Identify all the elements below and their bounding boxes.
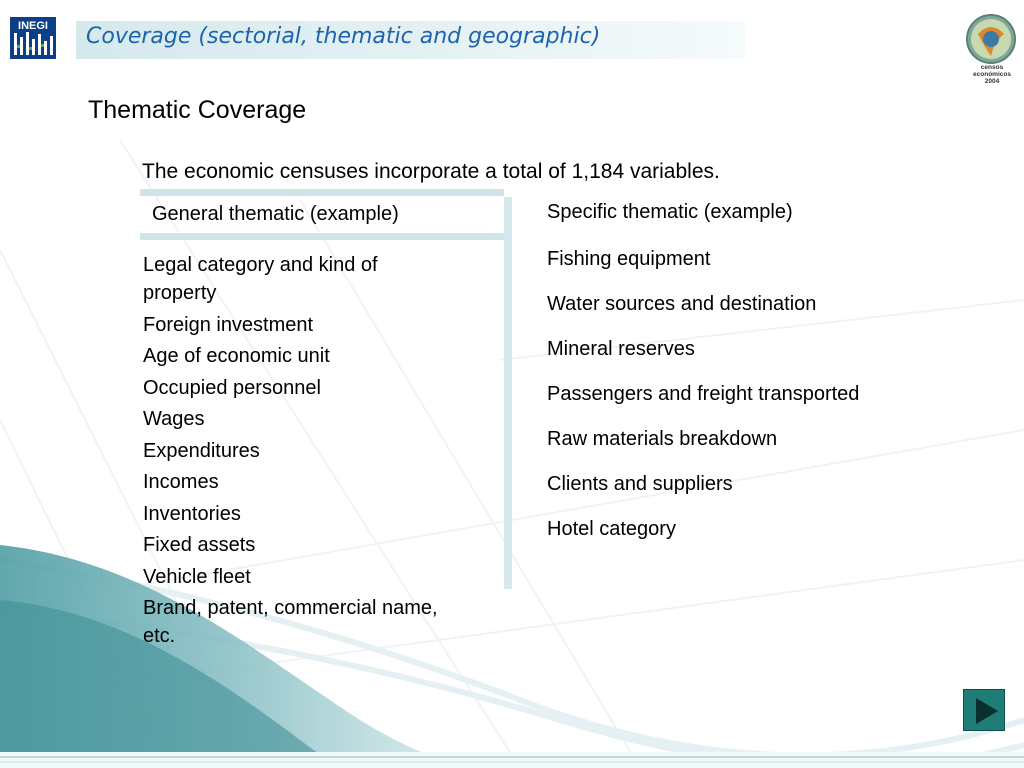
specific-thematic-list: [547, 246, 967, 561]
svg-text:económicos: económicos: [973, 71, 1011, 78]
list-item: Clients and suppliers: [547, 473, 733, 495]
censos-economicos-logo: [964, 12, 1020, 84]
header-title: Coverage (sectorial, thematic and geographic): [86, 24, 601, 49]
inegi-logo: [10, 17, 56, 59]
general-thematic-list: [143, 251, 443, 654]
list-item: Fixed assets: [143, 534, 256, 556]
next-slide-button[interactable]: [963, 689, 1005, 731]
list-item: Inventories: [143, 502, 241, 525]
slide-heading: Thematic Coverage: [88, 96, 307, 124]
table-top-rule: [140, 189, 504, 196]
svg-text:2004: 2004: [984, 78, 1000, 84]
list-item: Expenditures: [143, 439, 260, 462]
list-item: Wages: [143, 408, 205, 430]
list-item: Brand, patent, commercial name, etc.: [143, 597, 438, 647]
column-divider: [504, 197, 512, 589]
general-thematic-header: General thematic (example): [152, 203, 399, 225]
table-header-rule: [140, 233, 504, 240]
list-item: Age of economic unit: [143, 345, 330, 367]
list-item: Legal category and kind of property: [143, 254, 378, 304]
list-item: Mineral reserves: [547, 338, 695, 360]
list-item: Vehicle fleet: [143, 565, 251, 588]
specific-thematic-header: Specific thematic (example): [547, 201, 793, 223]
inegi-logo-text: INEGI: [18, 20, 48, 32]
list-item: Incomes: [143, 471, 219, 493]
list-item: Hotel category: [547, 518, 676, 540]
list-item: Water sources and destination: [547, 293, 817, 315]
list-item: Passengers and freight transported: [547, 383, 860, 405]
list-item: Fishing equipment: [547, 248, 711, 270]
list-item: Raw materials breakdown: [547, 428, 778, 450]
list-item: Foreign investment: [143, 313, 314, 336]
svg-text:censos: censos: [980, 64, 1004, 71]
intro-text: The economic censuses incorporate a total of 1,184 variables.: [142, 160, 720, 183]
list-item: Occupied personnel: [143, 376, 321, 399]
play-arrow-icon: [964, 690, 1006, 732]
